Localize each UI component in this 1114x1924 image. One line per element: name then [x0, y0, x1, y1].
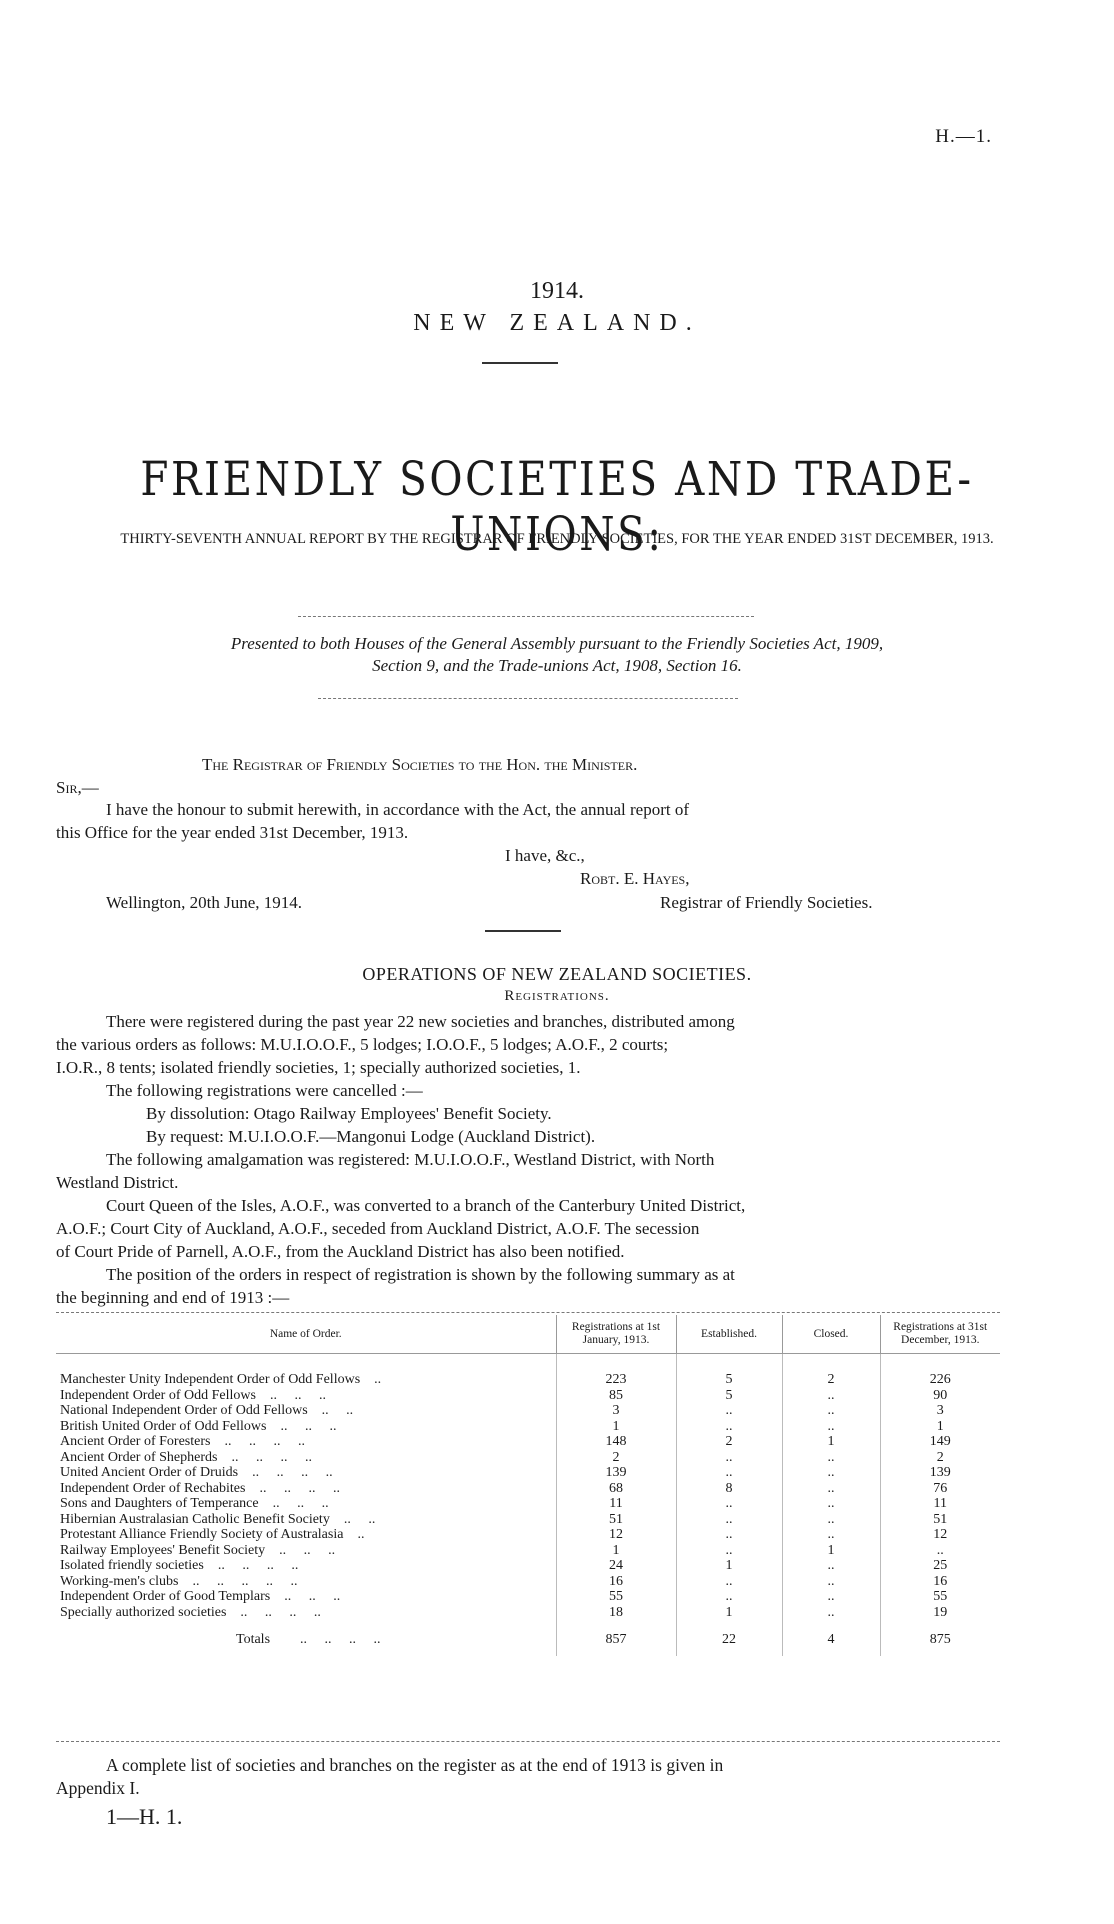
registrations-end-cell: 19	[880, 1605, 1000, 1621]
established-cell: ..	[676, 1574, 782, 1590]
registrations-start-cell: 51	[556, 1512, 676, 1528]
section-line: I.O.R., 8 tents; isolated friendly societies, 1; specially authorized societies, 1.	[56, 1058, 581, 1077]
table-row	[56, 1496, 1000, 1512]
closed-cell: ..	[782, 1558, 880, 1574]
leader-dots: .. .. .. .. ..	[192, 1573, 298, 1589]
established-cell: ..	[676, 1465, 782, 1481]
table-row	[56, 1388, 1000, 1404]
registrations-end-cell: 149	[880, 1434, 1000, 1450]
order-name: Hibernian Australasian Catholic Benefit Society	[60, 1511, 330, 1527]
closed-cell: ..	[782, 1589, 880, 1605]
leader-dots: .. .. .. ..	[300, 1632, 381, 1647]
closed-cell: ..	[782, 1403, 880, 1419]
order-name: Manchester Unity Independent Order of Odd Fellows	[60, 1372, 361, 1387]
order-name: Isolated friendly societies	[60, 1558, 204, 1573]
table-row	[56, 1527, 1000, 1543]
total-start-cell: 857	[556, 1620, 676, 1656]
table-row	[56, 1543, 1000, 1559]
letter-divider	[485, 930, 561, 932]
letter-address: The Registrar of Friendly Societies to the Hon. the Minister.	[202, 755, 638, 774]
leader-dots: .. .. .. ..	[231, 1449, 312, 1465]
table-bottom-rule	[56, 1741, 1000, 1742]
order-name-cell	[56, 1605, 556, 1621]
closed-cell: ..	[782, 1465, 880, 1481]
section-line: There were registered during the past year 22 new societies and branches, distributed among	[106, 1012, 735, 1031]
table-body	[56, 1354, 1000, 1656]
letter-role: Registrar of Friendly Societies.	[660, 893, 873, 912]
section-line: of Court Pride of Parnell, A.O.F., from the Auckland District has also been notified.	[56, 1242, 625, 1261]
closed-cell: ..	[782, 1527, 880, 1543]
totals-row	[56, 1620, 1000, 1656]
order-name: National Independent Order of Odd Fellows	[60, 1403, 308, 1418]
page-reference: 1—H. 1.	[106, 1804, 183, 1829]
closing-line-1: A complete list of societies and branches on the register as at the end of 1913 is given in	[106, 1755, 724, 1775]
registrations-end-cell: 1	[880, 1419, 1000, 1435]
closing-line-2: Appendix I.	[56, 1778, 140, 1798]
registrations-end-cell: 2	[880, 1450, 1000, 1466]
registrations-start-cell: 18	[556, 1605, 676, 1621]
document-reference: H.—1.	[935, 126, 992, 147]
registrations-table	[56, 1315, 1000, 1656]
table-row	[56, 1589, 1000, 1605]
registrations-end-cell: 90	[880, 1388, 1000, 1404]
table-row	[56, 1481, 1000, 1497]
registrations-start-cell: 1	[556, 1543, 676, 1559]
established-cell: ..	[676, 1527, 782, 1543]
established-cell: ..	[676, 1496, 782, 1512]
leader-dots: .. ..	[343, 1511, 376, 1527]
leader-dots: .. .. ..	[272, 1496, 329, 1511]
registrations-start-cell: 68	[556, 1481, 676, 1497]
total-end-cell: 875	[880, 1620, 1000, 1656]
order-name-cell	[56, 1388, 556, 1404]
registrations-start-cell: 3	[556, 1403, 676, 1419]
leader-dots: ..	[374, 1372, 382, 1387]
registrations-end-cell: 139	[880, 1465, 1000, 1481]
report-subtitle: THIRTY-SEVENTH ANNUAL REPORT BY THE REGISTRAR OF FRIENDLY SOCIETIES, FOR THE YEAR ENDED 31ST DECEMBER, 1913.	[120, 531, 994, 547]
order-name-cell	[56, 1403, 556, 1419]
closed-cell: ..	[782, 1388, 880, 1404]
closed-cell: 2	[782, 1372, 880, 1388]
registrations-end-cell: 55	[880, 1589, 1000, 1605]
letter-salutation: Sir,—	[56, 778, 99, 797]
section-line: By dissolution: Otago Railway Employees' Benefit Society.	[146, 1104, 552, 1123]
presentation-line-1: Presented to both Houses of the General Assembly pursuant to the Friendly Societies Act, 1909,	[230, 634, 884, 653]
section-title: OPERATIONS OF NEW ZEALAND SOCIETIES.	[362, 964, 752, 984]
country-heading: NEW ZEALAND.	[413, 310, 701, 336]
order-name-cell	[56, 1450, 556, 1466]
leader-dots: .. .. .. ..	[240, 1604, 321, 1620]
main-title: FRIENDLY SOCIETIES AND TRADE-UNIONS:	[140, 452, 974, 562]
order-name-cell	[56, 1574, 556, 1590]
section-line: By request: M.U.I.O.O.F.—Mangonui Lodge (Auckland District).	[146, 1127, 596, 1146]
established-cell: ..	[676, 1589, 782, 1605]
registrations-end-cell: ..	[880, 1543, 1000, 1559]
order-name-cell	[56, 1543, 556, 1559]
registrations-end-cell: 226	[880, 1372, 1000, 1388]
registrations-end-cell: 11	[880, 1496, 1000, 1512]
section-subtitle: Registrations.	[504, 988, 610, 1004]
order-name-cell	[56, 1434, 556, 1450]
order-name: British United Order of Odd Fellows	[60, 1418, 267, 1434]
section-line: The following registrations were cancelled :—	[106, 1081, 423, 1100]
registrations-start-cell: 16	[556, 1574, 676, 1590]
order-name: Independent Order of Rechabites	[60, 1480, 246, 1496]
established-cell: 1	[676, 1605, 782, 1621]
total-closed-cell: 4	[782, 1620, 880, 1656]
order-name-cell	[56, 1589, 556, 1605]
letter-place-date: Wellington, 20th June, 1914.	[106, 893, 303, 912]
closed-cell: 1	[782, 1434, 880, 1450]
table-row	[56, 1434, 1000, 1450]
table-row	[56, 1558, 1000, 1574]
registrations-end-cell: 51	[880, 1512, 1000, 1528]
leader-dots: .. .. .. ..	[224, 1434, 305, 1449]
order-name-cell	[56, 1465, 556, 1481]
leader-dots: .. .. .. ..	[217, 1558, 299, 1573]
closed-cell: ..	[782, 1605, 880, 1621]
section-line: the beginning and end of 1913 :—	[56, 1288, 290, 1307]
totals-label: Totals	[236, 1632, 271, 1647]
table-spacer	[56, 1354, 1000, 1373]
order-name-cell	[56, 1527, 556, 1543]
report-year: 1914.	[530, 278, 584, 304]
header-registrations-end: Registrations at 31st December, 1913.	[880, 1315, 1000, 1354]
order-name-cell	[56, 1419, 556, 1435]
table-row	[56, 1574, 1000, 1590]
header-name-of-order: Name of Order.	[56, 1315, 556, 1354]
letter-body-2: this Office for the year ended 31st December, 1913.	[56, 823, 409, 842]
order-name-cell	[56, 1512, 556, 1528]
table-top-rule	[56, 1312, 1000, 1313]
leader-dots: .. .. .. ..	[259, 1480, 340, 1496]
total-established-cell: 22	[676, 1620, 782, 1656]
letter-signature: Robt. E. Hayes,	[580, 869, 690, 888]
registrations-start-cell: 223	[556, 1372, 676, 1388]
section-line: Court Queen of the Isles, A.O.F., was converted to a branch of the Canterbury United District,	[106, 1196, 746, 1215]
presentation-note	[40, 633, 1074, 677]
section-line: the various orders as follows: M.U.I.O.O.F., 5 lodges; I.O.O.F., 5 lodges; A.O.F., 2 courts;	[56, 1035, 669, 1054]
table-row	[56, 1512, 1000, 1528]
closed-cell: ..	[782, 1496, 880, 1512]
leader-dots: .. .. ..	[284, 1589, 341, 1604]
table-row	[56, 1372, 1000, 1388]
registrations-end-cell: 12	[880, 1527, 1000, 1543]
totals-label-cell	[56, 1620, 556, 1656]
order-name: United Ancient Order of Druids	[60, 1465, 239, 1480]
registrations-start-cell: 139	[556, 1465, 676, 1481]
order-name: Ancient Order of Shepherds	[60, 1449, 218, 1465]
registrations-end-cell: 76	[880, 1481, 1000, 1497]
table-row	[56, 1605, 1000, 1621]
closed-cell: ..	[782, 1512, 880, 1528]
table-header-row	[56, 1315, 1000, 1354]
section-line: Westland District.	[56, 1173, 179, 1192]
leader-dots: .. .. ..	[280, 1418, 337, 1434]
table-row	[56, 1419, 1000, 1435]
closed-cell: ..	[782, 1574, 880, 1590]
registrations-start-cell: 85	[556, 1388, 676, 1404]
order-name: Independent Order of Odd Fellows	[60, 1387, 256, 1403]
order-name: Railway Employees' Benefit Society	[60, 1542, 266, 1558]
closed-cell: ..	[782, 1450, 880, 1466]
presentation-line-2: Section 9, and the Trade-unions Act, 1908, Section 16.	[372, 656, 742, 675]
leader-dots: .. .. ..	[269, 1387, 326, 1403]
established-cell: ..	[676, 1403, 782, 1419]
registrations-start-cell: 24	[556, 1558, 676, 1574]
divider-lower	[318, 698, 738, 699]
order-name-cell	[56, 1372, 556, 1388]
established-cell: 5	[676, 1372, 782, 1388]
table-row	[56, 1403, 1000, 1419]
registrations-start-cell: 148	[556, 1434, 676, 1450]
section-line: The following amalgamation was registered: M.U.I.O.O.F., Westland District, with North	[106, 1150, 715, 1169]
section-line: A.O.F.; Court City of Auckland, A.O.F., seceded from Auckland District, A.O.F. The secession	[56, 1219, 700, 1238]
header-closed: Closed.	[782, 1315, 880, 1354]
established-cell: 1	[676, 1558, 782, 1574]
closed-cell: 1	[782, 1543, 880, 1559]
established-cell: 2	[676, 1434, 782, 1450]
section-line: The position of the orders in respect of registration is shown by the following summary as at	[106, 1265, 735, 1284]
registrations-end-cell: 3	[880, 1403, 1000, 1419]
table-row	[56, 1450, 1000, 1466]
leader-dots: .. .. ..	[279, 1542, 336, 1558]
closed-cell: ..	[782, 1419, 880, 1435]
divider-upper	[298, 616, 754, 617]
header-established: Established.	[676, 1315, 782, 1354]
order-name: Independent Order of Good Templars	[60, 1589, 271, 1604]
established-cell: ..	[676, 1543, 782, 1559]
title-divider	[482, 362, 558, 364]
order-name: Ancient Order of Foresters	[60, 1434, 211, 1449]
leader-dots: ..	[357, 1527, 365, 1542]
established-cell: 5	[676, 1388, 782, 1404]
table-row	[56, 1465, 1000, 1481]
letter-closing: I have, &c.,	[505, 846, 585, 865]
order-name-cell	[56, 1481, 556, 1497]
established-cell: 8	[676, 1481, 782, 1497]
order-name: Protestant Alliance Friendly Society of Australasia	[60, 1527, 344, 1542]
registrations-start-cell: 55	[556, 1589, 676, 1605]
registrations-start-cell: 12	[556, 1527, 676, 1543]
registrations-start-cell: 1	[556, 1419, 676, 1435]
established-cell: ..	[676, 1419, 782, 1435]
established-cell: ..	[676, 1450, 782, 1466]
order-name-cell	[56, 1558, 556, 1574]
order-name-cell	[56, 1496, 556, 1512]
header-registrations-start: Registrations at 1st January, 1913.	[556, 1315, 676, 1354]
order-name: Working-men's clubs	[60, 1573, 179, 1589]
established-cell: ..	[676, 1512, 782, 1528]
letter-body-1: I have the honour to submit herewith, in accordance with the Act, the annual report of	[106, 800, 690, 819]
leader-dots: .. ..	[321, 1403, 354, 1418]
registrations-start-cell: 2	[556, 1450, 676, 1466]
registrations-start-cell: 11	[556, 1496, 676, 1512]
order-name: Specially authorized societies	[60, 1604, 227, 1620]
registrations-end-cell: 16	[880, 1574, 1000, 1590]
order-name: Sons and Daughters of Temperance	[60, 1496, 259, 1511]
leader-dots: .. .. .. ..	[252, 1465, 333, 1480]
closed-cell: ..	[782, 1481, 880, 1497]
registrations-end-cell: 25	[880, 1558, 1000, 1574]
